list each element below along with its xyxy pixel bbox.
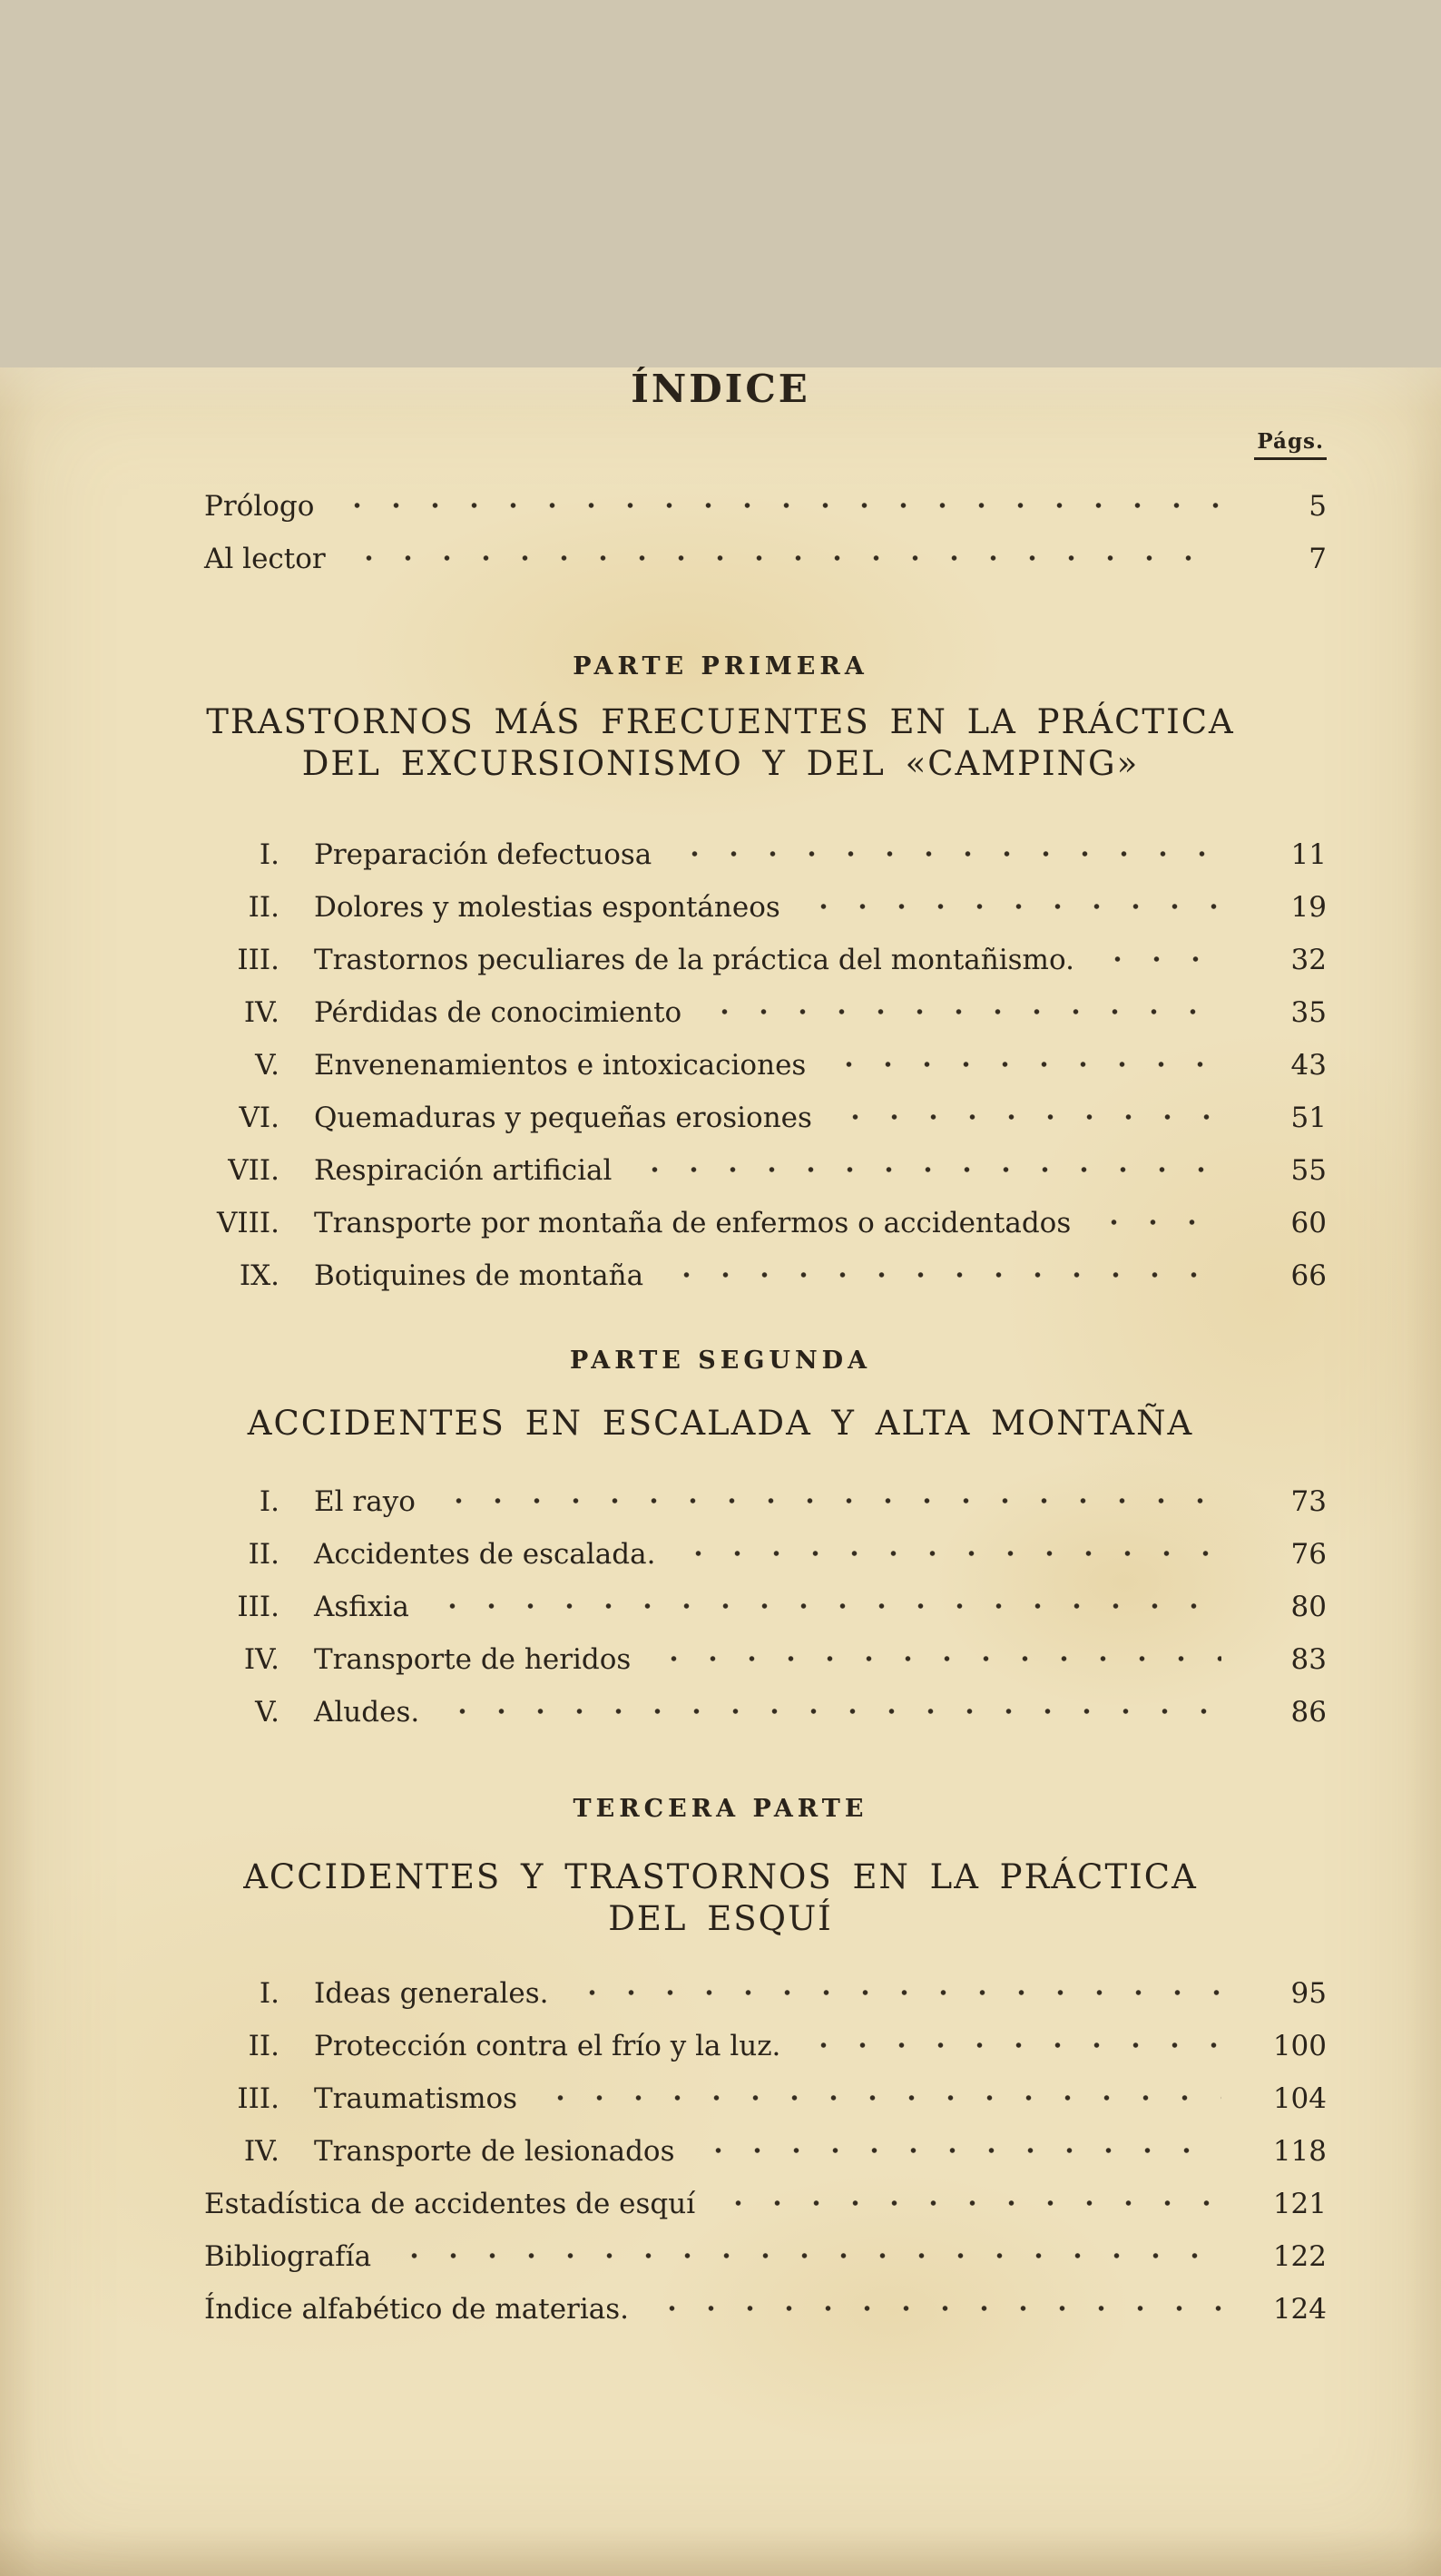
dot-leader [1083, 928, 1221, 969]
entry-title: Transporte de lesionados [314, 2135, 675, 2168]
page-title: ÍNDICE [631, 367, 810, 411]
toc-row [195, 2225, 1327, 2277]
dot-leader [704, 2172, 1221, 2213]
dot-leader [821, 1086, 1221, 1127]
dot-leader [661, 823, 1221, 864]
toc-row [195, 1575, 1327, 1628]
entry-title: Trastornos peculiares de la práctica del montañismo. [314, 944, 1074, 976]
entry-numeral: I. [259, 1977, 279, 2010]
entry-title: Ideas generales. [314, 1977, 549, 2010]
entry-numeral: III. [237, 944, 279, 976]
dot-leader [638, 2277, 1221, 2318]
entry-title: Prólogo [204, 490, 315, 523]
toc-row [195, 475, 1327, 527]
toc-row [195, 1470, 1327, 1523]
entry-title: Quemaduras y pequeñas erosiones [314, 1102, 812, 1134]
part1-title [0, 701, 1441, 785]
dot-leader [425, 1470, 1221, 1511]
dot-leader [335, 527, 1221, 568]
dot-leader [691, 981, 1221, 1022]
part3-title-line1: ACCIDENTES Y TRASTORNOS EN LA PRÁCTICA [243, 1857, 1198, 1896]
part1-title-line2: DEL EXCURSIONISMO Y DEL «CAMPING» [301, 744, 1140, 783]
entry-page-number: 124 [1272, 2293, 1327, 2326]
dot-leader [526, 2067, 1221, 2108]
entry-title: Estadística de accidentes de esquí [204, 2188, 696, 2220]
toc-row [195, 2172, 1327, 2225]
dot-leader [418, 1575, 1221, 1616]
entry-page-number: 5 [1309, 490, 1327, 523]
part2-title-line1: ACCIDENTES EN ESCALADA Y ALTA MONTAÑA [247, 1404, 1194, 1443]
entry-numeral: IV. [243, 1643, 279, 1676]
entry-title: Al lector [204, 543, 326, 575]
part2-heading: PARTE SEGUNDA [569, 1347, 872, 1375]
entry-title: Protección contra el frío y la luz. [314, 2030, 781, 2062]
toc-row [195, 1523, 1327, 1575]
entry-numeral: I. [259, 838, 279, 871]
scanned-book-page [0, 367, 1441, 2576]
entry-page-number: 11 [1290, 838, 1327, 871]
entry-page-number: 43 [1290, 1049, 1327, 1082]
entry-numeral: V. [255, 1696, 279, 1729]
entry-page-number: 73 [1290, 1485, 1327, 1518]
entry-title: Transporte de heridos [314, 1643, 632, 1676]
entry-title: Preparación defectuosa [314, 838, 652, 871]
part2-title [0, 1403, 1441, 1445]
toc-row [195, 1191, 1327, 1244]
toc-row [195, 928, 1327, 981]
toc-row [195, 2014, 1327, 2067]
entry-numeral: III. [237, 1591, 279, 1623]
front-matter-list [0, 475, 1441, 580]
part2-entry-list [0, 1470, 1441, 1733]
dot-leader [789, 876, 1221, 916]
toc-row [195, 876, 1327, 928]
entry-numeral: IV. [243, 2135, 279, 2168]
toc-row [195, 2277, 1327, 2330]
entry-page-number: 76 [1290, 1538, 1327, 1571]
dot-leader [323, 475, 1221, 515]
entry-page-number: 60 [1290, 1207, 1327, 1239]
part1-heading: PARTE PRIMERA [573, 652, 868, 681]
entry-numeral: VIII. [217, 1207, 279, 1239]
toc-row [195, 1680, 1327, 1733]
part1-title-line1: TRASTORNOS MÁS FRECUENTES EN LA PRÁCTICA [206, 702, 1235, 741]
entry-numeral: V. [255, 1049, 279, 1082]
entry-numeral: III. [237, 2082, 279, 2115]
pages-column-header-row [0, 429, 1441, 460]
entry-page-number: 118 [1272, 2135, 1327, 2168]
dot-leader [1080, 1191, 1221, 1232]
toc-row [195, 2120, 1327, 2172]
dot-leader [815, 1033, 1221, 1074]
entry-title: Pérdidas de conocimiento [314, 996, 682, 1029]
entry-page-number: 83 [1290, 1643, 1327, 1676]
entry-title: Asfixia [314, 1591, 409, 1623]
dot-leader [684, 2120, 1222, 2160]
pages-column-label: Págs. [1254, 429, 1327, 460]
entry-page-number: 95 [1290, 1977, 1327, 2010]
toc-row [195, 1033, 1327, 1086]
entry-page-number: 55 [1290, 1154, 1327, 1187]
entry-page-number: 35 [1290, 996, 1327, 1029]
entry-title: Accidentes de escalada. [314, 1538, 656, 1571]
entry-numeral: VI. [239, 1102, 279, 1134]
entry-numeral: II. [248, 2030, 279, 2062]
entry-title: Dolores y molestias espontáneos [314, 891, 780, 924]
entry-page-number: 104 [1272, 2082, 1327, 2115]
dot-leader [652, 1244, 1221, 1285]
dot-leader [664, 1523, 1221, 1563]
entry-page-number: 19 [1290, 891, 1327, 924]
entry-numeral: II. [248, 1538, 279, 1571]
part3-heading: TERCERA PARTE [573, 1795, 868, 1823]
entry-title: Traumatismos [314, 2082, 518, 2115]
part3-entry-list [0, 1962, 1441, 2330]
entry-title: Bibliografía [204, 2240, 372, 2273]
entry-numeral: II. [248, 891, 279, 924]
entry-page-number: 86 [1290, 1696, 1327, 1729]
dot-leader [640, 1628, 1221, 1669]
toc-row [195, 823, 1327, 876]
entry-numeral: IV. [243, 996, 279, 1029]
toc-row [195, 981, 1327, 1033]
dot-leader [380, 2225, 1221, 2266]
toc-row [195, 527, 1327, 580]
entry-page-number: 80 [1290, 1591, 1327, 1623]
entry-numeral: VII. [228, 1154, 279, 1187]
dot-leader [789, 2014, 1221, 2055]
entry-page-number: 51 [1290, 1102, 1327, 1134]
toc-row [195, 1139, 1327, 1191]
entry-title: Aludes. [314, 1696, 420, 1729]
entry-numeral: I. [259, 1485, 279, 1518]
entry-page-number: 66 [1290, 1259, 1327, 1292]
part1-entry-list [0, 823, 1441, 1297]
toc-row [195, 1244, 1327, 1297]
entry-title: Botiquines de montaña [314, 1259, 644, 1292]
toc-row [195, 1086, 1327, 1139]
toc-row [195, 2067, 1327, 2120]
toc-row [195, 1628, 1327, 1680]
entry-page-number: 122 [1272, 2240, 1327, 2273]
entry-title: Transporte por montaña de enfermos o accidentados [314, 1207, 1072, 1239]
entry-title: Respiración artificial [314, 1154, 613, 1187]
dot-leader [621, 1139, 1221, 1180]
entry-numeral: IX. [239, 1259, 279, 1292]
entry-title: Índice alfabético de materias. [204, 2293, 630, 2326]
entry-title: Envenenamientos e intoxicaciones [314, 1049, 807, 1082]
part3-title-line2: DEL ESQUÍ [608, 1899, 833, 1938]
part3-title [0, 1856, 1441, 1940]
toc-row [195, 1962, 1327, 2014]
entry-page-number: 100 [1272, 2030, 1327, 2062]
entry-page-number: 7 [1309, 543, 1327, 575]
entry-page-number: 32 [1290, 944, 1327, 976]
dot-leader [428, 1680, 1221, 1721]
dot-leader [558, 1962, 1221, 2003]
entry-page-number: 121 [1272, 2188, 1327, 2220]
entry-title: El rayo [314, 1485, 416, 1518]
